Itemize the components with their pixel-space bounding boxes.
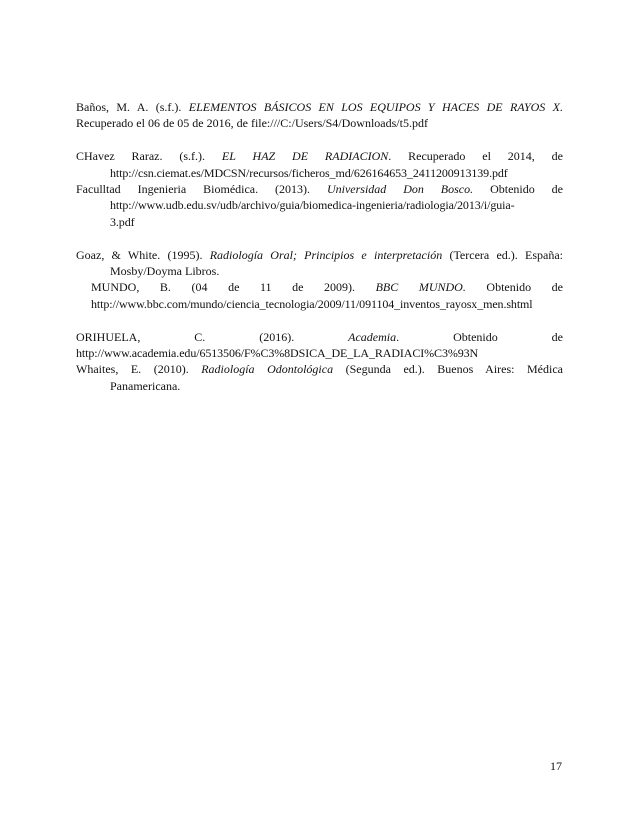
reference-facultad-retrieved: Obtenido de: [473, 182, 563, 197]
reference-goaz-edition: (Tercera ed.). España:: [442, 247, 564, 262]
reference-orihuela-title: Academia: [348, 329, 397, 344]
reference-mundo-line1: [91, 279, 563, 295]
reference-banos-retrieved: Recuperado el 06 de 05 de 2016, de file:///C:/Users/S4/Downloads/t5.pdf: [76, 116, 428, 131]
reference-chavez-url: http://csn.ciemat.es/MDCSN/recursos/ficheros_md/626164653_2411200913139.pdf: [110, 165, 508, 180]
reference-facultad-url: http://www.udb.edu.sv/udb/archivo/guia/biomedica-ingenieria/radiologia/2013/i/guia-: [110, 198, 515, 213]
reference-orihuela-retrieved: . Obtenido de: [396, 329, 563, 344]
reference-whaites-author: Whaites, E. (2010).: [76, 362, 202, 377]
reference-banos: [76, 99, 563, 132]
reference-orihuela-line1: [76, 329, 563, 345]
reference-goaz-title: Radiología Oral; Principios e interpretación: [209, 247, 443, 262]
reference-orihuela: [76, 329, 563, 362]
reference-mundo-retrieved: Obtenido de: [465, 280, 563, 295]
reference-orihuela-author: ORIHUELA, C. (2016).: [76, 329, 349, 344]
reference-mundo: [76, 279, 563, 312]
reference-chavez: [76, 148, 563, 181]
reference-chavez-line1: [76, 148, 563, 164]
reference-chavez-author: CHavez Raraz. (s.f.).: [76, 149, 222, 164]
reference-banos-line1: [76, 99, 563, 115]
reference-goaz-author: Goaz, & White. (1995).: [76, 247, 210, 262]
reference-mundo-author: MUNDO, B. (04 de 11 de 2009).: [91, 280, 376, 295]
reference-orihuela-url: http://www.academia.edu/6513506/F%C3%8DSICA_DE_LA_RADIACI%C3%93N: [76, 346, 479, 361]
reference-facultad-author: Faculltad Ingenieria Biomédica. (2013).: [76, 182, 327, 197]
reference-banos-title: ELEMENTOS BÁSICOS EN LOS EQUIPOS Y HACES DE RAYOS X.: [188, 100, 563, 114]
page-number: 17: [550, 759, 562, 773]
reference-list: [76, 99, 563, 394]
reference-facultad-title: Universidad Don Bosco.: [326, 182, 474, 197]
reference-mundo-url: http://www.bbc.com/mundo/ciencia_tecnologia/2009/11/091104_inventos_rayosx_men.shtml: [91, 296, 533, 311]
reference-whaites-title: Radiología Odontológica: [201, 362, 334, 377]
reference-goaz-line1: [76, 247, 564, 263]
reference-whaites: [76, 361, 563, 394]
reference-facultad-line1: [76, 181, 563, 197]
reference-whaites-edition: (Segunda ed.). Buenos Aires: Médica: [333, 362, 563, 377]
reference-goaz: [76, 247, 563, 280]
reference-chavez-title: EL HAZ DE RADIACION: [221, 149, 389, 164]
reference-whaites-publisher: Panamericana.: [110, 378, 181, 393]
reference-facultad-url-cont: 3.pdf: [110, 214, 135, 229]
reference-banos-author: Baños, M. A. (s.f.).: [76, 100, 189, 114]
reference-mundo-title: BBC MUNDO.: [375, 280, 466, 295]
reference-whaites-line1: [76, 361, 563, 377]
reference-goaz-publisher: Mosby/Doyma Libros.: [110, 264, 220, 279]
reference-facultad: [76, 181, 563, 230]
reference-chavez-retrieved: . Recuperado el 2014, de: [388, 149, 563, 164]
